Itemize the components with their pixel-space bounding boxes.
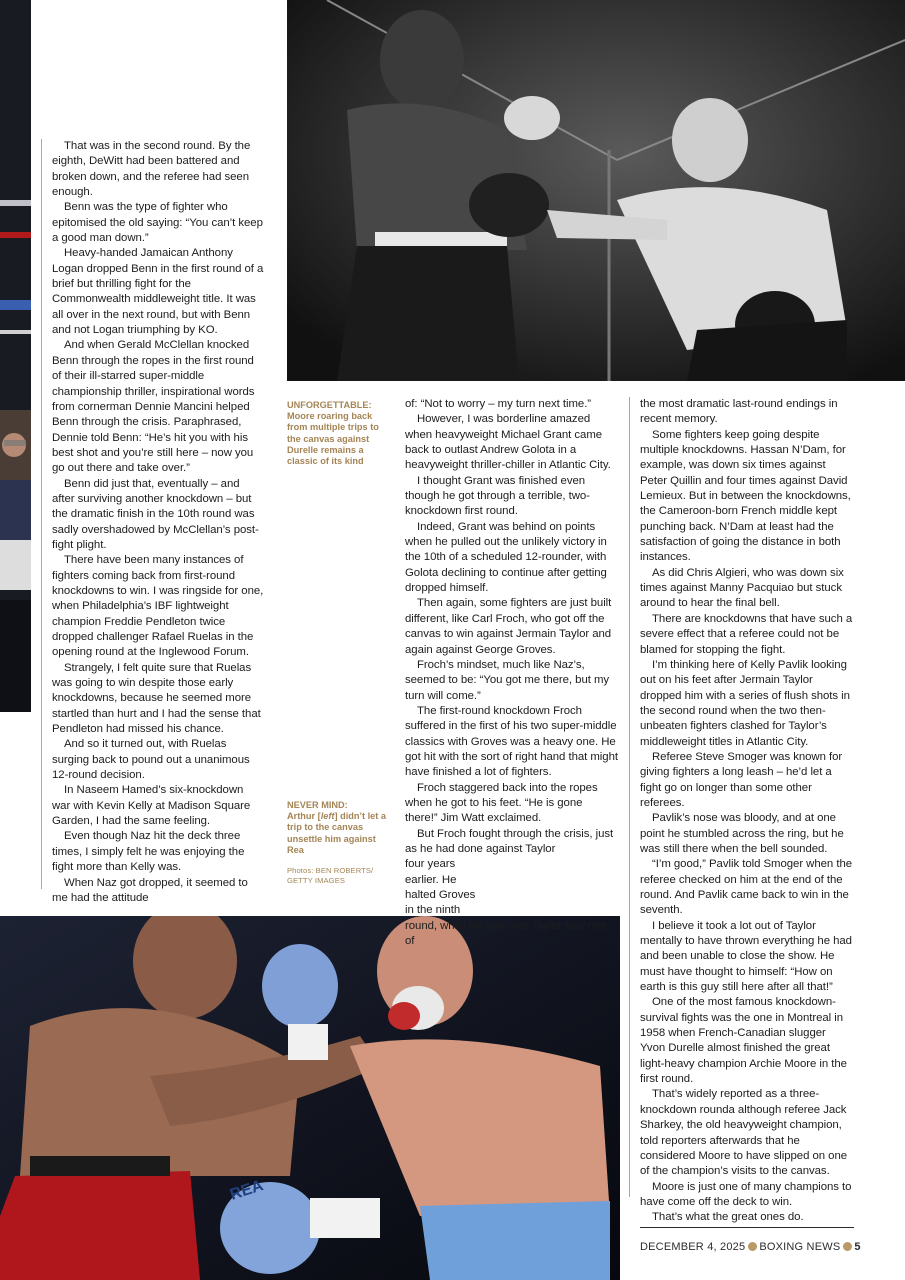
issue-date: DECEMBER 4, 2025 [640,1241,746,1253]
paragraph: Some fighters keep going despite multiple knockdowns. Hassan N’Dam, for example, was down six times against Peter Quillin and four times against David Lemieux. But in between the knockdowns, the Cameroon-born French middle kept punching back. N’Dam at least had the satisfaction of going the distance in both instances. [640,428,851,564]
paragraph: In Naseem Hamed’s six-knockdown war with Kevin Kelly at Madison Square Garden, I had the same feeling. [52,784,251,828]
caption-text-before: Arthur [ [287,811,321,822]
paragraph: Indeed, Grant was behind on points when he pulled out the unlikely victory in the 10th of a scheduled 12-rounder, with Golota declining to continue after getting dropped himself. [405,520,607,595]
paragraph: Benn did just that, eventually – and after surviving another knockdown – but the dramatic finish in the 10th round was sadly overshadowed by McClellan’s post-fight plight. [52,477,259,551]
glove-text: REA [227,1177,266,1204]
bullet-dot-icon [843,1242,852,1251]
paragraph: Benn was the type of fighter who epitomised the old saying: “You can’t keep a good man down.” [52,201,263,245]
column-rule-2 [629,397,630,1197]
article-column-1 [52,139,264,906]
paragraph: The first-round knockdown Froch suffered in the first of his two super-middle classics with Groves was a heavy one. He got hit with the sort of right hand that might have finished a lot of fighters. [405,704,618,779]
paragraph: There have been many instances of fighters coming back from first-round knockdowns to win. I was ringside for one, when Philadelphia’s IBF lightweight champion Freddie Pendleton twice dropped challenger Rafael Ruelas in the opening round at the Inglewood Forum. [52,554,264,659]
wrap-spacer [476,868,618,884]
paragraph: Heavy-handed Jamaican Anthony Logan dropped Benn in the first round of a brief but thrilling fight for the Commonwealth middleweight title. It was all over in the next round, but with Benn and not Logan triumphing by KO. [52,247,264,337]
paragraph: Moore is just one of many champions to have come off the deck to win. [640,1180,852,1208]
photo-credit: Photos: BEN ROBERTS/ GETTY IMAGES [287,866,374,885]
paragraph: Referee Steve Smoger was known for giving fighters a long leash – he’d let a fight go on longer than some other referees. [640,750,843,809]
caption-tag: UNFORGETTABLE: [287,400,372,410]
footer-rule [640,1227,854,1228]
paragraph: I’m thinking here of Kelly Pavlik looking out on his feet after Jermain Taylor dropped him with a series of flush shots in the second round when the two then-unbeaten fighters clashed for Taylor’s middleweight titles in Atlantic City. [640,658,850,748]
paragraph: Pavlik’s nose was bloody, and at one point he stumbled across the ring, but he was still there when the bell sounded. [640,812,844,855]
wrap-spacer [476,884,618,900]
paragraph: And when Gerald McClellan knocked Benn through the ropes in the first round of their ill-starred super-middle championship thriller, inspirational words from cornerman Dennie Mancini helped Benn through the crisis. Paraphrased, Dennie told Benn: “He’s hit you with his best shot and you’re still here – now you go out there and take over.” [52,339,255,475]
paragraph: One of the most famous knockdown-survival fights was the one in Montreal in 1958 when French-Canadian slugger Yvon Durelle almost finished the great light-heavy champion Archie Moore in the first round. [640,996,847,1086]
column-rule-1 [41,139,42,889]
paragraph: I believe it took a lot out of Taylor mentally to have thrown everything he had and been unable to close the show. He must have thought to himself: “How on earth is this guy still here after all that!” [640,919,852,994]
caption-text: Moore roaring back from multiple trips to the canvas against Durelle remains a classic of its kind [287,411,379,467]
photo-caption-top [287,400,387,467]
paragraph: That’s what the great ones do. [652,1211,804,1224]
caption-text-after: ] didn’t let a trip to the canvas unsettle him against Rea [287,811,387,855]
paragraph: the most dramatic last-round endings in recent memory. [640,398,838,426]
paragraph: “I’m good,” Pavlik told Smoger when the referee checked on him at the end of the round. And Pavlik came back to win in the seventh. [640,858,853,917]
paragraph: of: “Not to worry – my turn next time.” [405,398,592,410]
paragraph: That’s widely reported as a three-knockdown rounda although referee Jack Sharkey, the old heavyweight champion, told reporters afterwards that he considered Moore to have slipped on one of the champion’s visits to the canvas. [640,1088,848,1178]
ringside-photo-strip [0,0,31,712]
wrap-spacer [476,900,618,916]
caption-emphasis: left [320,811,335,822]
paragraph: I thought Grant was finished even though he got through a terrible, two-knockdown first round. [405,474,590,518]
publication-name: BOXING NEWS [759,1241,841,1253]
paragraph: And so it turned out, with Ruelas surging back to pound out a unanimous 12-round decision. [52,738,250,782]
paragraph: However, I was borderline amazed when heavyweight Michael Grant came back to outlast Andrew Golota in a heavyweight thriller-chiller in Atlantic City. [405,413,611,472]
paragraph: Even though Naz hit the deck three times, I simply felt he was enjoying the fight more than Kelly was. [52,830,245,874]
paragraph: When Naz got dropped, it seemed to me had the attitude [52,876,248,904]
paragraph: There are knockdowns that have such a severe effect that a referee could not be blamed for stopping the fight. [640,612,853,656]
wrap-spacer [564,852,618,868]
bullet-dot-icon [748,1242,757,1251]
paragraph: Strangely, I felt quite sure that Ruelas was going to win despite those early knockdowns, because he seemed more startled than hurt and I had the sense that Pendleton had missed his chance. [52,661,261,736]
article-column-3 [640,397,853,1226]
paragraph: Froch staggered back into the ropes when he got to his feet. “He is gone there!” Jim Watt exclaimed. [405,781,598,825]
page-footer [640,1241,861,1253]
paragraph: Then again, some fighters are just built different, like Carl Froch, who got off the canvas to win against Jermain Taylor and again against George Groves. [405,597,612,656]
paragraph: But Froch fought through the crisis, just as he had done against Taylor four years earlier. He halted Groves in the ninth round, while his win over Taylor saw one of [405,827,614,948]
arthur-rea-photo [0,916,620,1280]
moore-durelle-photo [287,0,905,381]
paragraph: As did Chris Algieri, who was down six times against Manny Pacquiao but stuck around to hear the final bell. [640,566,844,610]
paragraph: That was in the second round. By the eighth, DeWitt had been battered and broken down, and the referee had seen enough. [52,140,251,199]
photo-caption-bottom [287,800,387,856]
page-number: 5 [854,1241,861,1253]
article-column-2 [405,397,618,949]
paragraph: Froch’s mindset, much like Naz’s, seemed to be: “You got me there, but my turn will come.” [405,658,610,702]
caption-tag: NEVER MIND: [287,800,348,810]
